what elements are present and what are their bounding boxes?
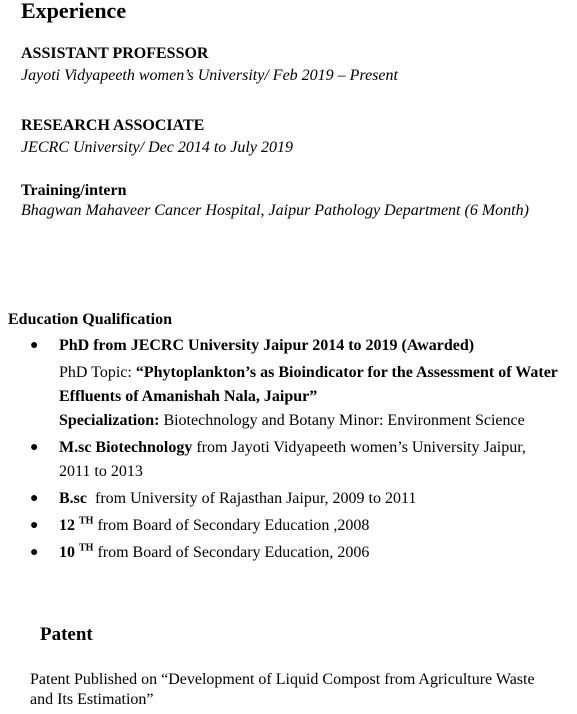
twelfth-suffix: TH xyxy=(79,515,94,527)
specialization-label: Specialization: xyxy=(59,412,160,429)
experience-item xyxy=(21,45,561,86)
bullet-icon: ● xyxy=(30,338,39,353)
list-item xyxy=(30,487,560,511)
list-item xyxy=(30,514,560,538)
specialization-value: Biotechnology and Botany Minor: Environment Science xyxy=(159,412,525,429)
job-organization: Jayoti Vidyapeeth women’s University/ Feb 2019 – Present xyxy=(21,67,398,84)
list-item xyxy=(30,436,560,484)
phd-topic: “Phytoplankton’s as Bioindicator for the Assessment of Water Effluents of Amanishah Nala, Jaipur” xyxy=(59,364,558,405)
phd-details xyxy=(59,361,560,433)
bullet-icon: ● xyxy=(30,518,39,533)
experience-item xyxy=(21,182,541,221)
patent-heading: Patent xyxy=(40,624,93,645)
bullet-icon: ● xyxy=(30,491,39,506)
tenth-label: 10 xyxy=(59,544,79,561)
list-item xyxy=(30,541,560,565)
bsc-details: from University of Rajasthan Jaipur, 2009 to 2011 xyxy=(87,490,417,507)
bullet-icon: ● xyxy=(30,440,39,455)
bsc-degree: B.sc xyxy=(59,490,87,507)
education-heading: Education Qualification xyxy=(8,311,173,328)
tenth-details: from Board of Secondary Education, 2006 xyxy=(93,544,370,561)
msc-details: from Jayoti Vidyapeeth women’s University Jaipur, 2011 to 2013 xyxy=(59,439,526,480)
msc-degree: M.sc Biotechnology xyxy=(59,439,193,456)
phd-title: PhD from JECRC University Jaipur 2014 to 2019 (Awarded) xyxy=(59,337,475,354)
bullet-icon: ● xyxy=(30,545,39,560)
tenth-suffix: TH xyxy=(79,542,94,554)
job-organization: JECRC University/ Dec 2014 to July 2019 xyxy=(21,139,293,156)
phd-topic-label: PhD Topic: xyxy=(59,364,136,381)
job-role: Training/intern xyxy=(21,182,127,199)
job-role: ASSISTANT PROFESSOR xyxy=(21,45,209,62)
experience-heading: Experience xyxy=(21,0,127,23)
twelfth-details: from Board of Secondary Education ,2008 xyxy=(93,517,370,534)
twelfth-label: 12 xyxy=(59,517,79,534)
job-role: RESEARCH ASSOCIATE xyxy=(21,117,205,134)
education-list xyxy=(30,334,560,565)
patent-text: Patent Published on “Development of Liquid Compost from Agriculture Waste and Its Estimation” xyxy=(30,671,535,708)
list-item xyxy=(30,334,560,433)
job-organization: Bhagwan Mahaveer Cancer Hospital, Jaipur Pathology Department (6 Month) xyxy=(21,202,529,219)
experience-item xyxy=(21,117,561,158)
